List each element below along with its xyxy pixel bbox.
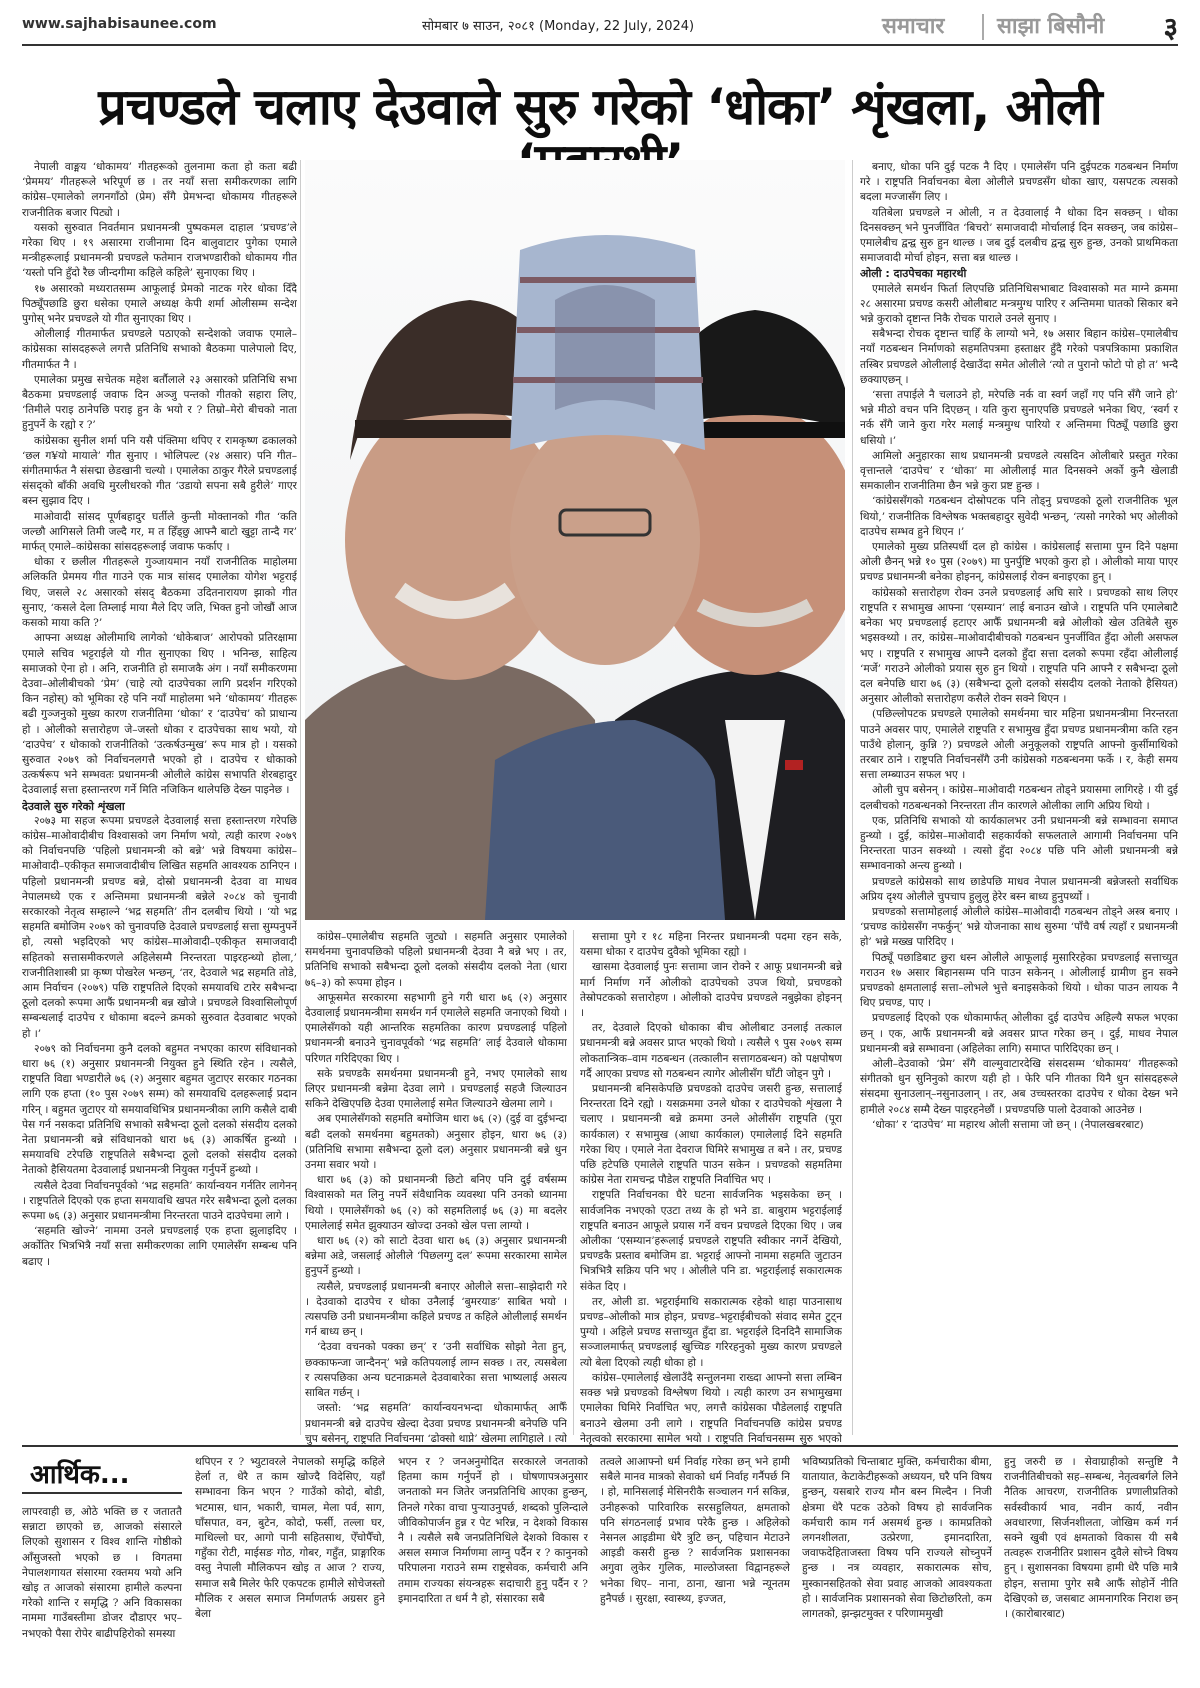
header-rule xyxy=(22,44,1178,46)
article-paragraph: पिठ्यूँ पछाडिबाट छुरा धस्न ओलीले आफूलाई मुसारिरहेका प्रचण्डलाई सत्ताच्युत गराउन १७ असार बिहानसम्म पनि पाउन सकेनन् । ओलीलाई ग्रामीण हुन सक्ने प्रचण्डको क्षमतालाई सत्ता–लोभले भुत्ते बनाइसकेको थियो । धोका पाउन लायक नै थिए प्रचण्ड, पाए । xyxy=(860,951,1178,1010)
article-paragraph: एक, प्रतिनिधि सभाको यो कार्यकालभर उनी प्रधानमन्त्री बन्ने सम्भावना समाप्त हुन्थ्यो । दुई, कांग्रेस–माओवादी सहकार्यको सफलताले आगामी निर्वाचनमा पनि निरन्तरता पाउन सक्थ्यो । त्यसो हुँदा २०८४ पछि पनि ओली प्रधानमन्त्री बन्ने सम्भावनाको अन्त्य हुन्थ्यो । xyxy=(860,814,1178,873)
page-number: ३ xyxy=(1163,11,1178,44)
article-paragraph: सके प्रचण्डकै समर्थनमा प्रधानमन्त्री हुने, नभए एमालेको साथ लिएर प्रधानमन्त्री बन्नेमा देउवा लागे । प्रचण्डलाई सहजै जिल्याउन सकिने देखिएपछि देउवा एमालेलाई समेत जिल्याउने खेलमा लागे । xyxy=(305,1067,567,1111)
section-separator xyxy=(982,14,984,40)
article-paragraph: १७ असारको मध्यरातसम्म आफूलाई प्रेमको नाटक गरेर धोका दिँदै पिठ्यूँपछाडि छुरा धसेका एमाले अध्यक्ष केपी शर्मा ओलीसम्म सन्देश पुगोस् भनेर प्रचण्डले यो गीत सुनाएका थिए । xyxy=(22,282,297,326)
article-paragraph: धारा ७६ (२) को साटो देउवा धारा ७६ (३) अनुसार प्रधानमन्त्री बन्नेमा अडे, जसलाई ओलीले ‘पिछलग्गु दल’ रूपमा सरकारमा सामेल हुनुपर्ने हुन्थ्यो । xyxy=(305,1235,567,1278)
article-paragraph: सबैभन्दा रोचक दृष्टान्त चाहिँ के लाग्यो भने, १७ असार बिहान कांग्रेस–एमालेबीच नयाँ गठबन्धन निर्माणको सहमतिपत्रमा हस्ताक्षर हुँदै गरेको पत्रपत्रिकामा प्रकाशित तस्बिर प्रचण्डले ओलीलाई देखाउँदा समेत ओलीले ‘त्यो त पुरानो फोटो पो हो त’ भन्दै छक्याएछन् । xyxy=(860,328,1178,386)
article-headline: प्रचण्डले चलाए देउवाले सुरु गरेको ‘धोका’ शृंखला, ओली xyxy=(98,78,1102,136)
article-paragraph: कांग्रेस–एमालेलाई खेलाउँदै सन्तुलनमा राख्दा आफ्नो सत्ता लम्बिन सक्छ भन्ने प्रचण्डको विश्लेषण थियो । त्यही कारण उन सभामुखमा एमालेका घिमिरे निर्वाचित भए, लगत्तै कांग्रेसका पौडेललाई राष्ट्रपति बनाउने खेलमा उनी लागे । राष्ट्रपति निर्वाचनपछि कांग्रेस प्रचण्ड नेतृत्वको सरकारमा सामेल भयो । राष्ट्रपति निर्वाचनसम्म सुरु भएको xyxy=(580,1371,842,1445)
article-paragraph: आमिलो अनुहारका साथ प्रधानमन्त्री प्रचण्डले त्यसदिन ओलीबारे प्रस्तुत गरेका वृत्तान्तले ‘दाउपेच’ र ‘धोका’ मा ओलीलाई मात दिनसक्ने अर्को कुनै खेलाडी समकालीन राजनीतिमा छैन भन्ने कुरा प्रष्ट हुन्छ । xyxy=(860,449,1178,493)
economy-column-5: भविष्यप्रतिको चिन्ताबाट मुक्ति, कर्मचारीका बीमा, यातायात, केटाकेटीहरूको अध्ययन, घरै पनि विषय हुन्छन्, यसबारे राज्य मौन बस्न मिल्दैन । निजी क्षेत्रमा धेरै पटक उठेको विषय हो सार्वजनिक कर्मचारी काम गर्न असमर्थ हुन्छ । कामप्रतिको लगनशीलता, उत्प्रेरणा, इमानदारिता, जवाफदेहिताजस्ता विषय पनि राज्यले सोच्नुपर्ने हुन्छ । नत्र व्यवहार, सकारात्मक सोच, मुस्कानसहितको सेवा प्रवाह आजको आवश्यकता हो । सार्वजनिक प्रशासनको सेवा छिटोछरितो, कम लागतको, झन्झटमुक्त र परिणाममुखी xyxy=(802,1456,992,1621)
article-paragraph: प्रचण्डले कांग्रेसको साथ छाडेपछि माधव नेपाल प्रधानमन्त्री बन्नेजस्तो सर्वाधिक अप्रिय दृश्य ओलीले चुपचाप हुलुलु हेरेर बस्न बाध्य हुनुपर्थ्यो । xyxy=(860,875,1178,903)
article-paragraph: जस्तो: ‘भद्र सहमति’ कार्यान्वयनभन्दा धोकामार्फत् आफैँ प्रधानमन्त्री बन्ने दाउपेच खेल्दा देउवा प्रचण्ड प्रधानमन्त्री बनेपछि पनि चुप बसेनन्, राष्ट्रपति निर्वाचनमा ‘ढोक्सो थाप्ने’ खेलमा लागिहाले । त्यो xyxy=(305,1402,567,1445)
article-paragraph: सत्तामा पुगे र १८ महिना निरन्तर प्रधानमन्त्री पदमा रहन सके, यसमा धोका र दाउपेच दुवैको भूमिका रह्यो । xyxy=(580,931,842,959)
article-paragraph: कांग्रेस–एमालेबीच सहमति जुट्यो । सहमति अनुसार एमालेको समर्थनमा चुनावपछिको पहिलो प्रधानमन्त्री देउवा नै बन्ने भए । तर, प्रतिनिधि सभाको सबैभन्दा ठूलो दलको संसदीय दलको नेता (धारा ७६–३) को रूपमा होइन । xyxy=(305,931,567,989)
article-paragraph: बनाए, धोका पनि दुई पटक नै दिए । एमालेसँग पनि दुईपटक गठबन्धन निर्माण गरे । राष्ट्रपति निर्वाचनका बेला ओलीले प्रचण्डसँग धोका खाए, यसपटक त्यसको बदला मज्जासँग लिए । xyxy=(860,161,1178,204)
article-paragraph: ‘धोका’ र ‘दाउपेच’ मा महारथ ओली सत्तामा जो छन् । (नेपालखबरबाट) xyxy=(872,1118,1144,1131)
article-paragraph: ओली–देउवाको ‘प्रेम’ सँगै वाल्मुवाटारदेखि संसदसम्म ‘धोकामय’ गीतहरूको संगीतको धुन सुनिनुको कारण यही हो । फेरि पनि गीतका यिनै धुन सांसदहरूले संसदमा सुनाउलान्–नसुनाउलान् । तर, अब उच्चस्तरका दाउपेच र धोका देख्न भने हामीले २०८४ सम्मै देख्न पाइरहनेछौं । प्रचण्डपछि पालो देउवाको आउनेछ । xyxy=(860,1057,1178,1116)
article-paragraph: एमालेले समर्थन फिर्ता लिएपछि प्रतिनिधिसभाबाट विश्वासको मत माग्ने क्रममा २८ असारमा प्रचण्ड कसरी ओलीबाट मन्त्रमुग्ध पारिए र अन्तिममा घातको सिकार बने भन्ने कुराको दृष्टान्त निकै रोचक पाराले उनले सुनाए । xyxy=(860,282,1178,326)
article-paragraph: यतिबेला प्रचण्डले न ओली, न त देउवालाई नै धोका दिन सक्छन् । धोका दिनसक्छन् भने पुनर्जीवित ‘बिचरो’ समाजवादी मोर्चालाई दिन सक्छन्, जब कांग्रेस–एमालेबीच द्वन्द्व सुरु हुन थाल्छ । जब दुई दलबीच द्वन्द्व सुरु हुन्छ, उनको प्राथमिकता समाजवादी मोर्चा होइन, सत्ता बन्न थाल्छ । xyxy=(860,206,1178,265)
article-paragraph: ओलीलाई गीतमार्फत प्रचण्डले पठाएको सन्देशको जवाफ एमाले–कांग्रेसका सांसदहरूले लगत्तै प्रतिनिधि सभाको बैठकमा पालेपालो दिए, गीतमार्फत नै । xyxy=(22,328,297,371)
article-paragraph: ओली चुप बसेनन् । कांग्रेस–माओवादी गठबन्धन तोड्ने प्रयासमा लागिरहे । यी दुई दलबीचको गठबन्धनको निरन्तरता तीन कारणले ओलीका लागि अप्रिय थियो । xyxy=(860,784,1178,812)
article-paragraph: कांग्रेसका सुनील शर्मा पनि यसै पंक्तिमा थपिए र रामकृष्ण ढकालको ‘छल ग¥यो मायाले’ गीत सुनाए । भोलिपल्ट (२४ असार) पनि गीत–संगीतमार्फत नै संसद्मा छेडखानी चल्यो । एमालेका ठाकुर गैरेले प्रचण्डलाई संसद्को बाँकी अवधि मुरलीधरको गीत ‘उडायो सपना सबै हुरीले’ गाएर बस्न सुझाव दिए । xyxy=(22,434,297,508)
section-label: समाचार xyxy=(882,14,945,39)
dateline: सोमबार ७ साउन, २०८१ (Monday, 22 July, 2024) xyxy=(422,19,695,34)
article-paragraph: राष्ट्रपति निर्वाचनका घैरे घटना सार्वजनिक भइसकेका छन् । सार्वजनिक नभएको एउटा तथ्य के हो भने डा. बाबुराम भट्टराईलाई राष्ट्रपति बनाउन आफूले प्रयास गर्ने वचन प्रचण्डले दिएका थिए । जब ओलीका ‘एसम्यान’हरूलाई प्रचण्डले राष्ट्रपति स्वीकार नगर्ने देखियो, प्रचण्डकै प्रस्ताव बमोजिम डा. भट्टराई आफ्नो नाममा सहमति जुटाउन भित्रभित्रै सक्रिय पनि भए । ओलीले पनि डा. भट्टराईलाई सकारात्मक संकेत दिए । xyxy=(580,1189,842,1293)
article-paragraph: ‘देउवा वचनको पक्का छन्’ र ‘उनी सर्वाधिक सोझो नेता हुन्, छक्काफन्जा जान्दैनन्’ भन्ने कतिपयलाई लाग्न सक्छ । तर, त्यसबेला र त्यसपछिका अन्य घटनाक्रमले देउवाबारेका सत्ता भाष्यलाई असत्य साबित गर्छन् । xyxy=(305,1341,567,1400)
leaders-photo-illustration xyxy=(305,160,845,920)
column-divider xyxy=(300,160,301,1435)
article-paragraph: धोका र छलील गीतहरूले गुञ्जायमान नयाँ राजनीतिक माहोलमा अलिकति प्रेममय गीत गाउने एक मात्र सांसद एमालेका योगेश भट्टराई थिए, जसले २८ असारको संसद् बैठकमा उदितनारायण झाको गीत सुनाए, ‘कसले देला तिम्लाई माया मैले दिए जति, भिक्त हुनो जोखौं आज कसको माया कति ?’ xyxy=(22,556,297,630)
article-paragraph: आफूसमेत सरकारमा सहभागी हुने गरी धारा ७६ (२) अनुसार देउवालाई प्रधानमन्त्रीमा समर्थन गर्न एमालेले सहमति जनाएको थियो । एमालेसँगको यही आन्तरिक सहमतिका कारण प्रचण्डलाई पहिलो प्रधानमन्त्री बनाउने चुनावपूर्वको ‘भद्र सहमति’ लाई देउवाले धोकामा परिणत गरिदिएका थिए । xyxy=(305,991,567,1065)
article-paragraph: धारा ७६ (३) को प्रधानमन्त्री छिटो बनिए पनि दुई वर्षसम्म विश्वासको मत लिनु नपर्ने संवैधानिक व्यवस्था पनि उनको ध्यानमा थियो । एमालेसँगको ७६ (२) को सहमतिलाई ७६ (३) मा बदलेर एमालेलाई समेत झुक्याउन खोज्दा उनको खेल पत्ता लाग्यो । xyxy=(305,1174,567,1232)
article-paragraph: माओवादी सांसद पूर्णबहादुर घर्तीले कुन्ती मोक्तानको गीत ‘कति जल्छौ आगिसले तिमी जल्दै गर, म त हिँड्छु आफ्नै बाटो खुट्टा तान्दै गर’ मार्फत् एमाले–कांग्रेसका सांसदहरूलाई जवाफ फर्काए । xyxy=(22,510,297,554)
article-paragraph: ‘सहमति खोज्ने’ नाममा उनले प्रचण्डलाई एक हप्ता झुलाइदिए । अर्कोतिर भित्रभित्रै नयाँ सत्ता समीकरणका लागि एमालेसँग सम्बन्ध पनि बढाए । xyxy=(22,1225,297,1268)
economy-column-3: भएन र ? जनअनुमोदित सरकारले जनताको हितमा काम गर्नुपर्ने हो । घोषणापत्रअनुसार जनताको मन जितेर जनप्रतिनिधि आएका हुन्छन्, तिनले गरेका वाचा पुऱ्याउनुपर्छ, शब्दको पुलिन्दाले जीविकोपार्जन हुन्न र पेट भरिन्न, न देशको विकास नै । त्यसैले सबै जनप्रतिनिधिले देशको विकास र असल समाज निर्माणमा लाग्नु पर्दैन र ? कानुनको परिपालना गराउने सम्म राष्ट्रसेवक, कर्मचारी अनि तमाम राज्यका संयन्त्रहरू सदाचारी हुनु पर्दैन र ? इमानदारिता त धर्म नै हो, संसारका सबै xyxy=(398,1456,588,1605)
economy-column-4: तत्वले आआफ्नो धर्म निर्वाह गरेका छन् भने हामी सबैले मानव मात्रको सेवाको धर्म निर्वाह गर्नैपर्छ नि । हो, मानिसलाई मेसिनरीकै सञ्चालन गर्न सकिन्न, उनीहरूको पारिवारिक सरसहुलियत, क्षमताको पनि संगठनलाई प्रभाव परेकै हुन्छ । अहिलेको नेसनल आइडीमा धेरै त्रुटि छन्, पहिचान मेटाउने आइडी कसरी हुन्छ ? सार्वजनिक प्रशासनका अगुवा लुकेर गुलिक, माल्ठोजस्ता विद्वानहरूले भनेका थिए– नाना, ठाना, खाना भन्ने न्यूनतम हुनैपर्छ । सुरक्षा, स्वास्थ्य, इज्जत, xyxy=(600,1456,790,1605)
article-paragraph: यसको सुरुवात निवर्तमान प्रधानमन्त्री पुष्पकमल दाहाल ‘प्रचण्ड’ले गरेका थिए । १९ असारमा राजीनामा दिन बालुवाटार पुगेका एमाले मन्त्रीहरूलाई प्रधानमन्त्री प्रचण्डले फतेमान राजभण्डारीको धोकामय गीत ‘यस्तो पनि हुँदो रैछ जीन्दगीमा कहिले कहिले’ सुनाएका थिए । xyxy=(22,221,297,280)
article-column-1 xyxy=(22,160,297,1435)
article-paragraph: कांग्रेसको सत्तारोहण रोक्न उनले प्रचण्डलाई अघि सारे । प्रचण्डको साथ लिएर राष्ट्रपति र सभामुख आफ्ना ‘एसम्यान’ लाई बनाउन खोजे । राष्ट्रपति पनि एमालेबाटै बनेका भए प्रचण्डलाई हटाएर आफैँ प्रधानमन्त्री बन्ने ओलीको खेल उतिबेलै सुरु भइसक्थ्यो । तर, कांग्रेस–माओवादीबीचको गठबन्धन पुनर्जीवित हुँदा ओली असफल भए । राष्ट्रपति र सभामुख आफ्नै दलको हुँदा सत्ता दलको रूपमा रहँदा ओलीलाई ‘मर्जे’ गराउने ओलीको प्रयास सुरु हुन थियो । राष्ट्रपति पनि आफ्नै र सबैभन्दा ठूलो दल बनेपछि धारा ७६ (३) (सबैभन्दा ठूलो दलको संसदीय दलको नेताको हैसियत) अनुसार ओलीको सत्तारोहण कसैले रोक्न सक्ने थिएन । xyxy=(860,586,1178,706)
article-paragraph: २०७३ मा सहज रूपमा प्रचण्डले देउवालाई सत्ता हस्तान्तरण गरेपछि कांग्रेस–माओवादीबीच विश्वासको जग निर्माण भयो, त्यही कारण २०७९ को निर्वाचनपछि ‘पहिलो प्रधानमन्त्री को बन्ने’ भन्ने विषयमा कांग्रेस–माओवादी–एकीकृत समाजवादीबीच लिखित सहमति आवश्यक ठानिएन । पहिलो प्रधानमन्त्री प्रचण्ड बन्ने, दोस्रो प्रधानमन्त्री देउवा वा माधव नेपालमध्ये एक र अन्तिममा प्रधानमन्त्री बन्नेले २०८४ को चुनावी सरकारको नेतृत्व सम्हाल्ने ‘भद्र सहमति’ तीन दलबीच थियो । ‘यो भद्र सहमति बमोजिम २०७९ को चुनावपछि देउवाले प्रचण्डलाई सत्ता सुम्पनुपर्ने हो, त्यसो भइदिएको भए कांग्रेस–माओवादी–एकीकृत समाजवादी सहितको सत्तासमीकरणले अहिलेसम्मै निरन्तरता पाइरहन्थ्यो होला,’ राजनीतिशास्त्री प्रा कृष्ण पोखरेल भन्छन्, ‘तर, देउवाले भद्र सहमति तोडे, आम निर्वाचन (२०७९) पछि राष्ट्रपतिले दिएको समयावधि टारेर सबैभन्दा ठूलो दलको रूपमा आफैं प्रधानमन्त्री बन्न खोजे । प्रचण्डले विश्वासिलोपूर्ण सम्बन्धलाई दाउपेच र धोकामा बदल्ने क्रमको सुरुवात देउवाबाट भएको हो ।’ xyxy=(22,814,297,1040)
article-paragraph: नेपाली वाङ्मय ‘धोकामय’ गीतहरूको तुलनामा कता हो कता बढी ‘प्रेममय’ गीतहरूले भरिपूर्ण छ । तर नयाँ सत्ता समीकरणका लागि कांग्रेस–एमालेको लगनगाँठो (प्रेम) सँगै प्रेमभन्दा धोकामय गीतहरूले राजनीतिक बजार पिट्यो । xyxy=(22,161,297,219)
article-paragraph: २०७९ को निर्वाचनमा कुनै दलको बहुमत नभएका कारण संविधानको धारा ७६ (१) अनुसार प्रधानमन्त्री नियुक्त हुने स्थिति रहेन । त्यसैले, राष्ट्रपति विद्या भण्डारीले ७६ (२) अनुसार बहुमत जुटाएर सरकार गठनका लागि एक हप्ता (१० पुस २०७९ सम्म) को समयावधि दलहरूलाई प्रदान गरिन् । बहुमत जुटाएर यो समयावधिभित्र प्रधानमन्त्रीका लागि कसैले दाबी पेस गर्न नसकदा प्रतिनिधि सभाको सबैभन्दा ठूलो दलको संसदीय दलको नेता प्रधानमन्त्री बन्ने संविधानको धारा ७६ (३) आकर्षित हुन्थ्यो । समयावधि टरेपछि राष्ट्रपतिले सबैभन्दा ठूलो दलको संसदीय दलको नेताको हैसियतमा देउवालाई प्रधानमन्त्री नियुक्त गर्नुपर्ने हुन्थ्यो । xyxy=(22,1042,297,1177)
article-paragraph: (पछिल्लोपटक प्रचण्डले एमालेको समर्थनमा चार महिना प्रधानमन्त्रीमा निरन्तरता पाउने अवसर पाए, एमालेले राष्ट्रपति र सभामुख हुँदा प्रचण्ड प्रधानमन्त्रीमा कति रहन पाउँथे होलान्, कुन्नि ?) प्रचण्डले ओली अनुकूलको राष्ट्रपति आफ्नो कुर्सीमाथिको तरबार ठाने । राष्ट्रपति निर्वाचनसँगै उनी कांग्रेसको गठबन्धनमा फर्के । र, केही समय सत्ता लम्ब्याउन सफल भए । xyxy=(860,708,1178,782)
economy-title-rule xyxy=(22,1492,182,1494)
article-paragraph: आफ्ना अध्यक्ष ओलीमाथि लागेको ‘धोकेबाज’ आरोपको प्रतिरक्षामा एमाले सचिव भट्टराईले यो गीत सुनाएका थिए । भनिन्छ, साहित्य समाजको ऐना हो । अनि, राजनीति हो समाजकै अंग । नयाँ समीकरणमा देउवा–ओलीबीचको ‘प्रेम’ (चाहे त्यो दाउपेचका लागि प्रदर्शन गरिएको किन नहोस्) को भूमिका रहे पनि नयाँ माहोलमा भने ‘धोकामय’ गीतहरू बढी गुञ्जनुको मुख्य कारण राजनीतिमा ‘धोका’ र ‘दाउपेच’ को प्राधान्य हो । ओलीको सत्तारोहण जे–जस्तो धोका र दाउपेचका साथ भयो, यो ‘दाउपेच’ र धोकाको राजनीतिको ‘उत्कर्षउन्मुख’ रूप मात्र हो । यसको सुरुवात २०७९ को निर्वाचनलगत्तै भएको हो । दाउपेच र धोकाको उत्कर्षरूप भने सम्भवतः प्रधानमन्त्री ओलीले कांग्रेस सभापति शेरबहादुर देउवालाई सत्ता हस्तान्तरण गर्ने मिति नजिकिन थालेपछि देख्न पाइनेछ । xyxy=(22,632,297,797)
article-paragraph: प्रचण्डलाई दिएको एक धोकामार्फत् ओलीका दुई दाउपेच अहिल्यै सफल भएका छन् । एक, आफैं प्रधानमन्त्री बन्ने अवसर प्राप्त गरेका छन् । दुई, माधव नेपाल प्रधानमन्त्री बन्ने सम्भावना (अहिलेका लागि) समाप्त पारिदिएका छन् । xyxy=(860,1012,1178,1055)
article-paragraph: ‘कांग्रेससँगको गठबन्धन दोस्रोपटक पनि तोड्नु प्रचण्डको ठूलो राजनीतिक भूल थियो,’ राजनीतिक विश्लेषक भक्तबहादुर सुवेदी भन्छन्, ‘त्यसो नगरेको भए ओलीको दाउपेच सम्भव हुने थिएन ।’ xyxy=(860,495,1178,538)
person-center xyxy=(485,235,725,920)
economy-column-6: हुनु जरुरी छ । सेवाग्राहीको सन्तुष्टि नै राजनीतिबीचको सह–सम्बन्ध, नेतृत्वबर्गले लिने नैतिक आचरण, राजनीतिक प्रणालीप्रतिको सर्वस्वीकार्य भाव, नवीन कार्य, नवीन अवधारणा, सिर्जनशीलता, जोखिम कर्म गर्न सक्ने खुबी एवं क्षमताको विकास यी सबै तत्वहरू राजनीतिर प्रशासन दुवैले सोच्ने विषय हुन् । सुशासनका विषयमा हामी धेरै पछि मात्रै होइन, सत्तामा पुगेर सबै आफैं सोहोर्ने नीति देखिएको छ, जसबाट आमनागरिक निराश छन् । (कारोबारबाट) xyxy=(1004,1456,1178,1621)
article-column-2 xyxy=(305,930,567,1445)
leaders-photo xyxy=(305,160,845,920)
article-paragraph: एमालेका प्रमुख सचेतक महेश बर्तौलाले २३ असारको प्रतिनिधि सभा बैठकमा प्रचण्डलाई जवाफ दिन अञ्जु पन्तको गीतको सहारा लिए, ‘तिमीले पराइ ठानेपछि पराइ हुन के भयो र ? तिम्रो–मेरो बीचको नाता हुनुपर्ने के रह्यो र ?’ xyxy=(22,373,297,432)
article-paragraph: प्रचण्डको सत्तामोहलाई ओलीले कांग्रेस–माओवादी गठबन्धन तोड्ने अस्त्र बनाए । ‘प्रचण्ड कांग्रेससँग नफर्कुन्’ भन्ने योजनाका साथ सुरुमा ‘पाँचै वर्ष त्यहाँ र प्रधानमन्त्री हो’ भन्ने मख्ख पारिदिए । xyxy=(860,905,1178,949)
subheading: देउवाले सुरु गरेको शृंखला xyxy=(22,799,125,813)
page-header xyxy=(22,10,1178,46)
article-paragraph: त्यसैले, प्रचण्डलाई प्रधानमन्त्री बनाएर ओलीले सत्ता–साझेदारी गरे । देउवाको दाउपेच र धोका उनैलाई ‘बुमरयाङ’ साबित भयो । त्यसपछि उनी प्रधानमन्त्रीमा कहिले प्रचण्ड त कहिले ओलीलाई समर्थन गर्न बाध्य छन् । xyxy=(305,1280,567,1339)
article-paragraph: खासमा देउवालाई पुनः सत्तामा जान रोक्ने र आफू प्रधानमन्त्री बन्ने मार्ग निर्माण गर्ने ओलीको दाउपेचको उपज थियो, प्रचण्डको तेस्रोपटकको सत्तारोहण । ओलीको दाउपेच प्रचण्डले नबुझेका होइनन् । xyxy=(580,961,842,1020)
article-paragraph: ‘सत्ता तपाईले नै चलाउने हो, मरेपछि नर्क वा स्वर्ग जहाँ गए पनि सँगै जाने हो’ भन्ने मीठो वचन पनि दिएछन् । यति कुरा सुनाएपछि प्रचण्डले भनेका थिए, ‘स्वर्ग र नर्क सँगै जाने कुरा गरेर मलाई मन्त्रमुग्ध पारियो र अन्तिममा पिठ्यूँ पछाडि छुरा धसियो ।’ xyxy=(860,389,1178,447)
column-divider xyxy=(852,160,853,1435)
article-paragraph: प्रधानमन्त्री बनिसकेपछि प्रचण्डको दाउपेच जसरी हुन्छ, सत्तालाई निरन्तरता दिने रह्यो । यसक्रममा उनले धोका र दाउपेचको शृंखला नै चलाए । प्रधानमन्त्री बन्ने क्रममा उनले ओलीसँग राष्ट्रपति (पूरा कार्यकाल) र सभामुख (आधा कार्यकाल) एमालेलाई दिने सहमति गरेका थिए । एमाले नेता देवराज घिमिरे सभामुख त बने । तर, प्रचण्ड पछि हटेपछि एमालेले राष्ट्रपति पाउन सकेन । प्रचण्डको सहमतिमा कांग्रेस नेता रामचन्द्र पौडेल राष्ट्रपति निर्वाचित भए । xyxy=(580,1083,842,1187)
article-column-3 xyxy=(580,930,842,1445)
article-paragraph: तर, ओली डा. भट्टराईमाथि सकारात्मक रहेको थाहा पाउनासाथ प्रचण्ड–ओलीको मात्र होइन, प्रचण्ड–भट्टराईबीचको संवाद समेत टुट्न पुग्यो । अहिले प्रचण्ड सत्ताच्युत हुँदा डा. भट्टराईले दिनदिनै सामाजिक सञ्जालमार्फत् प्रचण्डलाई खुच्चिङ गरिरहनुको मुख्य कारण प्रचण्डले त्यो बेला दिएको त्यही धोका हो । xyxy=(580,1295,842,1369)
newspaper-name: साझा बिसौनी xyxy=(997,14,1105,39)
economy-column-1: लापरवाही छ, ओठे भक्ति छ र जताततै सन्नाटा छाएको छ, आजको संसारले लिएको सुशासन र विश्व शान्ति गोष्ठीको आँसुजस्तो भएको छ । विगतमा नेपालशगायत संसारमा रक्तमय भयो अनि खोइ त आजको संसारमा हामीले कल्पना गरेको शान्ति र समृद्धि ? अनि विकासका नाममा गाउँबस्तीमा डोजर दौडाएर भए–नभएको पैसा रोपेर बाढीपहिरोको समस्या xyxy=(22,1506,182,1640)
article-paragraph: एमालेको मुख्य प्रतिस्पर्धी दल हो कांग्रेस । कांग्रेसलाई सत्तामा पुग्न दिने पक्षमा ओली छैनन् भन्ने १० पुस (२०७९) मा पुनर्पुष्टि भएको कुरा हो । ओलीको माया पाएर प्रचण्ड प्रधानमन्त्री बनेका होइनन्, कांग्रेसलाई रोक्न बनाइएका हुन् । xyxy=(860,541,1178,584)
article-paragraph: तर, देउवाले दिएको धोकाका बीच ओलीबाट उनलाई तत्काल प्रधानमन्त्री बन्ने अवसर प्राप्त भएको थियो । त्यसैले ९ पुस २०७९ सम्म लोकतान्त्रिक–वाम गठबन्धन (तत्कालीन सत्तागठबन्धन) को पक्षपोषण गर्दै आएका प्रचण्ड सो गठबन्धन त्यागेर ओलीसँग घाँटी जोड्न पुगे । xyxy=(580,1022,842,1080)
column-divider xyxy=(573,930,574,1435)
article-paragraph: त्यसैले देउवा निर्वाचनपूर्वको ‘भद्र सहमति’ कार्यान्वयन गर्नतिर लागेनन् । राष्ट्रपतिले दिएको एक हप्ता समयावधि खपत गरेर सबैभन्दा ठूलो दलका रूपमा ७६ (३) अनुसार प्रधानमन्त्रीमा निरन्तरता पाउने दाउपेचमा लागे । xyxy=(22,1179,297,1223)
article-column-4 xyxy=(860,160,1178,1435)
economy-section-title: आर्थिक... xyxy=(30,1460,130,1490)
site-url[interactable]: www.sajhabisaunee.com xyxy=(22,16,217,32)
article-paragraph: अब एमालेसँगको सहमति बमोजिम धारा ७६ (२) (दुई वा दुईभन्दा बढी दलको समर्थनमा बहुमतको) अनुसार होइन, धारा ७६ (३) (प्रतिनिधि सभामा सबैभन्दा ठूलो दल) अनुसार प्रधानमन्त्री बन्ने धुन उनमा सवार भयो । xyxy=(305,1113,567,1172)
subheading: ओली : दाउपेचका महारथी xyxy=(860,267,967,281)
economy-column-2: थपिएन र ? भ्युटावरले नेपालको समृद्धि कहिले हेर्ला त, धेरै त काम खोज्दै विदेसिए, यहाँ सम्भावना किन भएन ? गाउँको कोदो, बोडी, भटमास, धान, भकारी, चामल, मेला पर्व, साग, घाँसपात, वन, बुटेन, कोदो, फर्सी, तल्ला घर, माथिल्लो घर, आगो पानी सहितसाथ, ऐँचोपैँचो, गहुँका रोटी, माईसङ गोठ, गोबर, गहुँत, प्राङ्गारिक वस्तु नेपाली मौलिकपन खोइ त आज ? राज्य, समाज सबै मिलेर फेरि एकपटक हामीले सोचेजस्तो मौलिक र असल समाज निर्माणतर्फ अग्रसर हुने बेला xyxy=(195,1456,385,1621)
section-rule xyxy=(22,1445,1178,1447)
